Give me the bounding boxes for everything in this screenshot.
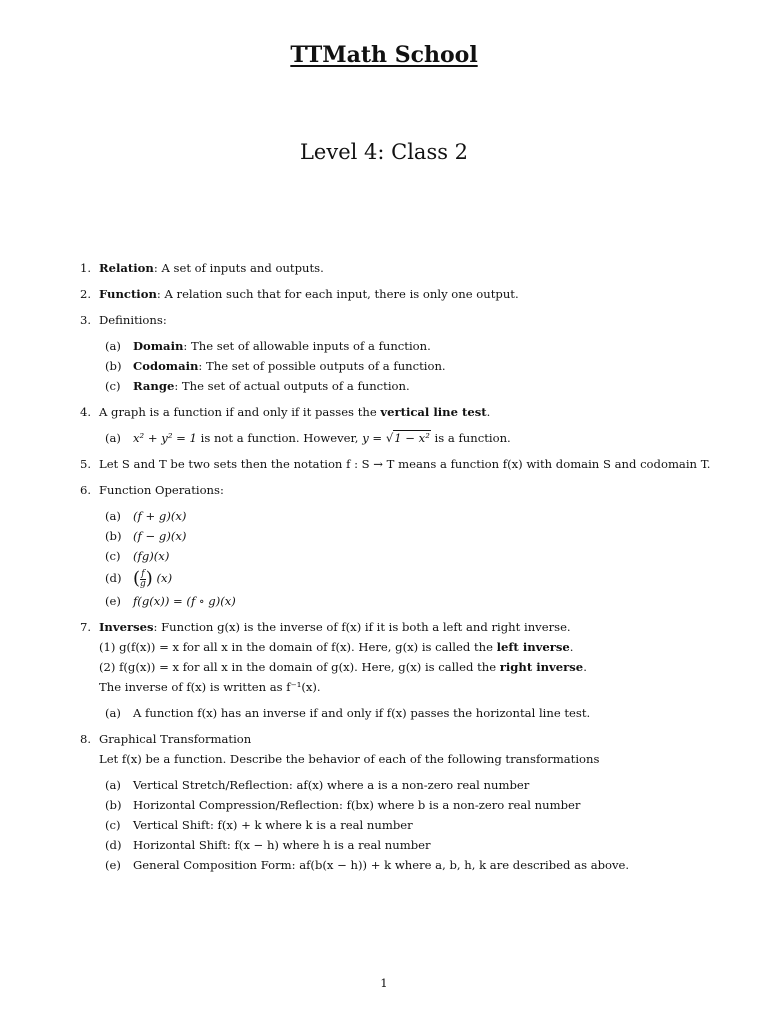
list-item-function-operations bbox=[80, 480, 720, 611]
math-expression: (x) bbox=[152, 571, 173, 585]
sub-text-end: is a function. bbox=[430, 431, 511, 445]
class-subtitle: Level 4: Class 2 bbox=[299, 140, 469, 164]
math-expression: f(g(x)) = (f ∘ g)(x) bbox=[133, 594, 236, 608]
item-number: 5. bbox=[80, 457, 92, 471]
sub-text: Horizontal Shift: f(x − h) where h is a real number bbox=[133, 838, 431, 852]
sub-item-general-composition bbox=[105, 855, 720, 875]
period: . bbox=[583, 660, 587, 674]
item-text: Let S and T be two sets then the notation f : S → T means a function f(x) with domain S and codomain T. bbox=[99, 457, 711, 471]
sub-item-range bbox=[105, 376, 720, 396]
right-inverse-text: (2) f(g(x)) = x for all x in the domain of g(x). Here, g(x) is called the bbox=[99, 660, 500, 674]
math-expression: (f + g)(x) bbox=[133, 509, 187, 523]
left-inverse-text: (1) g(f(x)) = x for all x in the domain of f(x). Here, g(x) is called the bbox=[99, 640, 497, 654]
item-number: 1. bbox=[80, 261, 92, 275]
sub-text: : The set of actual outputs of a function. bbox=[174, 379, 410, 393]
math-expression: (fg)(x) bbox=[133, 549, 170, 563]
sub-item-horizontal-line-test bbox=[105, 703, 720, 723]
sub-text: : The set of possible outputs of a function. bbox=[198, 359, 446, 373]
item-text: : A set of inputs and outputs. bbox=[153, 261, 324, 275]
term-function: Function bbox=[99, 287, 157, 301]
math-circle-equation: x² + y² = 1 bbox=[133, 431, 197, 445]
sub-text: General Composition Form: af(b(x − h)) + k where a, b, h, k are described as above. bbox=[133, 858, 630, 872]
sqrt-icon: √ bbox=[385, 431, 394, 445]
sub-label: (c) bbox=[105, 379, 121, 393]
sub-item-product bbox=[105, 546, 720, 566]
item-text: Definitions: bbox=[99, 313, 167, 327]
sub-item-sum bbox=[105, 506, 720, 526]
school-title: TTMath School bbox=[290, 42, 478, 68]
sub-label: (c) bbox=[105, 818, 121, 832]
sub-label: (e) bbox=[105, 594, 121, 608]
sub-item-vertical-stretch bbox=[105, 775, 720, 795]
list-item-function bbox=[80, 284, 720, 304]
sub-list bbox=[99, 506, 720, 611]
term-inverses: Inverses bbox=[99, 620, 154, 634]
sub-label: (a) bbox=[105, 778, 121, 792]
sub-label: (d) bbox=[105, 838, 122, 852]
list-item-inverses bbox=[80, 617, 720, 723]
math-expression: (f − g)(x) bbox=[133, 529, 187, 543]
sub-label: (b) bbox=[105, 798, 122, 812]
item-number: 6. bbox=[80, 483, 92, 497]
sub-label: (d) bbox=[105, 571, 122, 585]
page-number: 1 bbox=[380, 976, 388, 990]
item-text: A graph is a function if and only if it passes the bbox=[99, 405, 381, 419]
fraction-denominator: g bbox=[140, 578, 146, 589]
term-domain: Domain bbox=[133, 339, 184, 353]
sub-label: (a) bbox=[105, 431, 121, 445]
item-number: 3. bbox=[80, 313, 92, 327]
list-item-definitions bbox=[80, 310, 720, 396]
sub-label: (c) bbox=[105, 549, 121, 563]
math-radicand: 1 − x² bbox=[394, 431, 430, 445]
term-left-inverse: left inverse bbox=[496, 640, 570, 654]
sub-item-difference bbox=[105, 526, 720, 546]
sub-item-composition bbox=[105, 591, 720, 611]
list-item-vertical-line-test bbox=[80, 402, 720, 448]
item-number: 4. bbox=[80, 405, 92, 419]
term-relation: Relation bbox=[99, 261, 154, 275]
term-right-inverse: right inverse bbox=[499, 660, 584, 674]
term-codomain: Codomain bbox=[133, 359, 199, 373]
sub-label: (a) bbox=[105, 706, 121, 720]
list-item-notation bbox=[80, 454, 720, 474]
sub-text: A function f(x) has an inverse if and only if f(x) passes the horizontal line test. bbox=[133, 706, 591, 720]
sub-item-horizontal-compression bbox=[105, 795, 720, 815]
sub-label: (a) bbox=[105, 509, 121, 523]
term-range: Range bbox=[133, 379, 175, 393]
sub-label: (a) bbox=[105, 339, 121, 353]
math-y: y = bbox=[362, 431, 386, 445]
left-paren-icon: ( bbox=[133, 568, 141, 589]
sub-item-quotient bbox=[105, 566, 720, 591]
sub-list bbox=[99, 336, 720, 396]
item-number: 7. bbox=[80, 620, 92, 634]
right-paren-icon: ) bbox=[145, 568, 153, 589]
item-text: Let f(x) be a function. Describe the behavior of each of the following transformations bbox=[99, 752, 600, 766]
item-heading: Graphical Transformation bbox=[99, 732, 252, 746]
term-vertical-line-test: vertical line test bbox=[380, 405, 487, 419]
sub-item-vertical-shift bbox=[105, 815, 720, 835]
sub-label: (b) bbox=[105, 529, 122, 543]
sub-label: (e) bbox=[105, 858, 121, 872]
sub-item-circle-example bbox=[105, 428, 720, 448]
inverse-notation-text: The inverse of f(x) is written as f⁻¹(x). bbox=[99, 680, 321, 694]
sub-text: Horizontal Compression/Reflection: f(bx) where b is a non-zero real number bbox=[133, 798, 581, 812]
list-item-graphical-transformation bbox=[80, 729, 720, 875]
item-text-end: . bbox=[486, 405, 491, 419]
sub-item-domain bbox=[105, 336, 720, 356]
list-item-relation bbox=[80, 258, 720, 278]
item-number: 2. bbox=[80, 287, 92, 301]
sub-label: (b) bbox=[105, 359, 122, 373]
sub-text: : The set of allowable inputs of a function. bbox=[183, 339, 431, 353]
fraction-numerator: f bbox=[141, 568, 145, 579]
sub-item-codomain bbox=[105, 356, 720, 376]
sub-list bbox=[99, 428, 720, 448]
item-text: Function Operations: bbox=[99, 483, 224, 497]
sub-item-horizontal-shift bbox=[105, 835, 720, 855]
sub-list bbox=[99, 775, 720, 875]
item-text: : Function g(x) is the inverse of f(x) if it is both a left and right inverse. bbox=[153, 620, 571, 634]
item-text: : A relation such that for each input, there is only one output. bbox=[156, 287, 519, 301]
numbered-list bbox=[80, 258, 720, 881]
sub-text: Vertical Shift: f(x) + k where k is a real number bbox=[133, 818, 413, 832]
sub-list bbox=[99, 703, 720, 723]
sub-text: Vertical Stretch/Reflection: af(x) where a is a non-zero real number bbox=[133, 778, 530, 792]
item-number: 8. bbox=[80, 732, 92, 746]
sub-text: is not a function. However, bbox=[196, 431, 363, 445]
period: . bbox=[569, 640, 574, 654]
